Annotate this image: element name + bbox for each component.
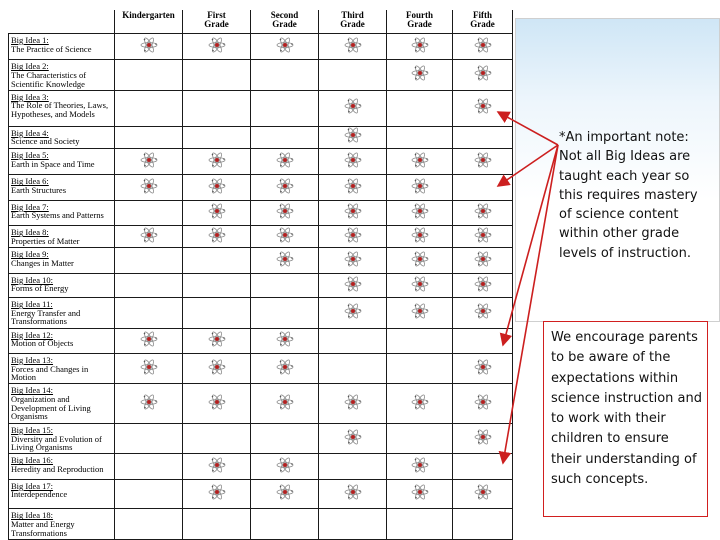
big-idea-description: Changes in Matter — [11, 258, 74, 269]
atom-icon — [276, 152, 294, 168]
grade-cell — [183, 126, 251, 148]
grade-cell — [387, 34, 453, 60]
grade-cell — [387, 175, 453, 200]
grade-cell — [319, 175, 387, 200]
grade-cell — [319, 60, 387, 90]
table-row — [9, 354, 513, 384]
atom-icon — [208, 484, 226, 500]
grade-cell — [319, 354, 387, 384]
atom-icon — [474, 251, 492, 267]
grade-cell — [387, 149, 453, 175]
grade-header: Third Grade — [319, 10, 387, 34]
grade-cell — [115, 354, 183, 384]
atom-icon — [344, 37, 362, 53]
big-idea-description: Interdependence — [11, 489, 68, 500]
grade-cell — [115, 479, 183, 509]
atom-icon — [411, 276, 429, 292]
grade-cell — [387, 298, 453, 328]
big-idea-title: Big Idea 9: — [11, 249, 49, 260]
grade-cell — [319, 90, 387, 126]
table-row — [9, 273, 513, 297]
big-idea-label — [9, 479, 115, 509]
grade-cell — [251, 90, 319, 126]
grade-cell — [115, 60, 183, 90]
grade-cell — [319, 248, 387, 273]
atom-icon — [344, 429, 362, 445]
table-row — [9, 479, 513, 509]
big-idea-description: Earth in Space and Time — [11, 158, 95, 169]
grade-cell — [251, 509, 319, 540]
big-idea-label — [9, 509, 115, 540]
grade-cell — [319, 509, 387, 540]
big-idea-title: Big Idea 14: — [11, 385, 54, 396]
grade-cell — [183, 200, 251, 225]
atom-icon — [474, 65, 492, 81]
atom-icon — [411, 65, 429, 81]
grade-cell — [115, 423, 183, 453]
big-idea-label — [9, 226, 115, 248]
atom-icon — [140, 37, 158, 53]
atom-icon — [208, 37, 226, 53]
grade-cell — [453, 34, 513, 60]
grade-cell — [183, 226, 251, 248]
atom-icon — [344, 98, 362, 114]
big-idea-description: Energy Transfer and Transformations — [11, 307, 81, 327]
grade-cell — [251, 200, 319, 225]
table-row — [9, 509, 513, 540]
atom-icon — [344, 203, 362, 219]
grade-cell — [453, 298, 513, 328]
atom-icon — [411, 227, 429, 243]
big-ideas-table — [8, 10, 513, 540]
table-row — [9, 126, 513, 148]
grade-cell — [453, 200, 513, 225]
table-row — [9, 200, 513, 225]
grade-cell — [453, 479, 513, 509]
big-idea-description: Science and Society — [11, 136, 80, 147]
atom-icon — [140, 152, 158, 168]
big-idea-label — [9, 354, 115, 384]
grade-cell — [115, 226, 183, 248]
table-row — [9, 454, 513, 479]
big-idea-title: Big Idea 10: — [11, 274, 54, 285]
atom-icon — [208, 359, 226, 375]
atom-icon — [140, 178, 158, 194]
big-idea-title: Big Idea 13: — [11, 355, 54, 366]
big-idea-label — [9, 126, 115, 148]
big-idea-title: Big Idea 17: — [11, 480, 54, 491]
grade-cell — [183, 175, 251, 200]
grade-cell — [453, 354, 513, 384]
grade-cell — [183, 423, 251, 453]
grade-header: Second Grade — [251, 10, 319, 34]
grade-cell — [453, 90, 513, 126]
grade-cell — [115, 34, 183, 60]
grade-cell — [453, 175, 513, 200]
grade-cell — [251, 423, 319, 453]
corner-cell — [9, 10, 115, 34]
grade-cell — [387, 384, 453, 424]
grade-cell — [251, 298, 319, 328]
big-idea-title: Big Idea 3: — [11, 91, 49, 102]
grade-cell — [115, 328, 183, 353]
big-idea-label — [9, 90, 115, 126]
grade-cell — [453, 328, 513, 353]
grade-cell — [183, 328, 251, 353]
grade-cell — [387, 328, 453, 353]
table-row — [9, 384, 513, 424]
grade-cell — [453, 149, 513, 175]
big-idea-description: Heredity and Reproduction — [11, 464, 104, 475]
atom-icon — [474, 484, 492, 500]
grade-cell — [115, 384, 183, 424]
atom-icon — [344, 178, 362, 194]
parents-note-text: We encourage parents to be aware of the expectations within science instruction and to work with their children to ensure their understanding of such concepts. — [551, 330, 702, 488]
big-idea-label — [9, 384, 115, 424]
grade-cell — [115, 298, 183, 328]
table-row — [9, 298, 513, 328]
table-row — [9, 423, 513, 453]
grade-cell — [115, 248, 183, 273]
grade-cell — [319, 479, 387, 509]
grade-cell — [251, 126, 319, 148]
atom-icon — [208, 152, 226, 168]
grade-cell — [115, 175, 183, 200]
atom-icon — [411, 303, 429, 319]
atom-icon — [411, 457, 429, 473]
grade-cell — [251, 384, 319, 424]
grade-cell — [251, 34, 319, 60]
atom-icon — [276, 457, 294, 473]
grade-cell — [387, 273, 453, 297]
big-idea-title: Big Idea 5: — [11, 150, 49, 161]
grade-cell — [319, 149, 387, 175]
big-idea-title: Big Idea 7: — [11, 201, 49, 212]
atom-icon — [474, 303, 492, 319]
big-idea-title: Big Idea 18: — [11, 510, 54, 521]
big-idea-title: Big Idea 1: — [11, 35, 49, 45]
big-idea-description: The Practice of Science — [11, 43, 92, 54]
grade-cell — [319, 298, 387, 328]
grade-cell — [387, 354, 453, 384]
grade-cell — [387, 509, 453, 540]
big-idea-label — [9, 298, 115, 328]
atom-icon — [276, 484, 294, 500]
grade-cell — [387, 126, 453, 148]
big-idea-label — [9, 423, 115, 453]
grade-cell — [251, 248, 319, 273]
atom-icon — [276, 203, 294, 219]
big-idea-label — [9, 60, 115, 90]
big-idea-title: Big Idea 4: — [11, 127, 49, 138]
big-idea-description: The Characteristics of Scientific Knowledge — [11, 70, 87, 89]
grade-header: Kindergarten — [115, 10, 183, 34]
big-idea-description: Diversity and Evolution of Living Organisms — [11, 433, 102, 453]
grade-cell — [115, 509, 183, 540]
grade-cell — [453, 248, 513, 273]
grade-cell — [115, 126, 183, 148]
big-idea-description: Motion of Objects — [11, 338, 74, 349]
grade-cell — [319, 384, 387, 424]
header-row — [9, 10, 513, 34]
atom-icon — [140, 331, 158, 347]
atom-icon — [344, 127, 362, 143]
atom-icon — [276, 178, 294, 194]
big-idea-description: The Role of Theories, Laws, Hypotheses, and Models — [11, 100, 109, 120]
big-idea-description: Properties of Matter — [11, 235, 80, 246]
atom-icon — [474, 152, 492, 168]
grade-cell — [251, 226, 319, 248]
grade-cell — [115, 149, 183, 175]
grade-cell — [319, 423, 387, 453]
big-idea-label — [9, 248, 115, 273]
table-row — [9, 34, 513, 60]
grade-cell — [183, 298, 251, 328]
grade-cell — [453, 454, 513, 479]
atom-icon — [276, 251, 294, 267]
grade-cell — [387, 479, 453, 509]
grade-cell — [453, 423, 513, 453]
grade-cell — [319, 126, 387, 148]
important-note-text: *An important note: Not all Big Ideas are taught each year so this requires mastery of science content within other grade levels of instruction. — [559, 130, 698, 261]
table-row — [9, 328, 513, 353]
grade-cell — [453, 60, 513, 90]
atom-icon — [208, 457, 226, 473]
grade-cell — [115, 454, 183, 479]
atom-icon — [411, 203, 429, 219]
atom-icon — [474, 227, 492, 243]
big-idea-description: Organization and Development of Living Organisms — [11, 394, 91, 422]
grade-cell — [387, 454, 453, 479]
table-row — [9, 60, 513, 90]
big-idea-description: Forms of Energy — [11, 283, 69, 294]
grade-cell — [319, 454, 387, 479]
atom-icon — [344, 484, 362, 500]
grade-cell — [183, 60, 251, 90]
grade-cell — [453, 226, 513, 248]
atom-icon — [411, 394, 429, 410]
atom-icon — [344, 303, 362, 319]
grade-cell — [453, 384, 513, 424]
atom-icon — [344, 152, 362, 168]
big-idea-label — [9, 454, 115, 479]
atom-icon — [474, 203, 492, 219]
atom-icon — [411, 251, 429, 267]
grade-cell — [115, 200, 183, 225]
grade-cell — [319, 226, 387, 248]
atom-icon — [411, 37, 429, 53]
atom-icon — [276, 227, 294, 243]
big-idea-title: Big Idea 8: — [11, 227, 49, 238]
grade-cell — [453, 126, 513, 148]
grade-cell — [319, 200, 387, 225]
grade-cell — [251, 273, 319, 297]
big-idea-label — [9, 175, 115, 200]
grade-cell — [251, 354, 319, 384]
atom-icon — [276, 359, 294, 375]
grade-cell — [251, 454, 319, 479]
table-row — [9, 90, 513, 126]
grade-cell — [251, 149, 319, 175]
grade-cell — [183, 90, 251, 126]
grade-cell — [183, 479, 251, 509]
atom-icon — [411, 484, 429, 500]
grade-cell — [183, 149, 251, 175]
table-body — [9, 34, 513, 540]
big-idea-title: Big Idea 16: — [11, 455, 54, 466]
big-idea-label — [9, 34, 115, 60]
big-idea-description: Forces and Changes in Motion — [11, 363, 89, 383]
atom-icon — [276, 331, 294, 347]
atom-icon — [276, 37, 294, 53]
big-idea-title: Big Idea 11: — [11, 299, 53, 310]
atom-icon — [344, 227, 362, 243]
grade-cell — [319, 328, 387, 353]
atom-icon — [208, 331, 226, 347]
big-idea-title: Big Idea 2: — [11, 61, 49, 72]
table-row — [9, 149, 513, 175]
grade-header: Fifth Grade — [453, 10, 513, 34]
atom-icon — [344, 276, 362, 292]
atom-icon — [208, 178, 226, 194]
grade-cell — [183, 273, 251, 297]
big-idea-title: Big Idea 12: — [11, 329, 54, 340]
atom-icon — [474, 429, 492, 445]
big-idea-label — [9, 328, 115, 353]
atom-icon — [208, 227, 226, 243]
grade-cell — [319, 34, 387, 60]
table-row — [9, 175, 513, 200]
grade-cell — [387, 60, 453, 90]
atom-icon — [208, 203, 226, 219]
grade-cell — [183, 354, 251, 384]
table-row — [9, 248, 513, 273]
grade-cell — [115, 273, 183, 297]
atom-icon — [474, 37, 492, 53]
atom-icon — [474, 394, 492, 410]
grade-cell — [183, 34, 251, 60]
big-idea-description: Matter and Energy Transformations — [11, 519, 75, 538]
grade-cell — [251, 479, 319, 509]
grade-cell — [183, 454, 251, 479]
big-idea-label — [9, 273, 115, 297]
grade-cell — [183, 509, 251, 540]
big-idea-title: Big Idea 6: — [11, 176, 49, 187]
grade-cell — [183, 248, 251, 273]
grade-cell — [387, 226, 453, 248]
atom-icon — [140, 227, 158, 243]
grade-cell — [387, 200, 453, 225]
atom-icon — [140, 359, 158, 375]
big-idea-description: Earth Systems and Patterns — [11, 210, 104, 221]
atom-icon — [474, 359, 492, 375]
grade-cell — [319, 273, 387, 297]
grade-header: First Grade — [183, 10, 251, 34]
grade-cell — [453, 509, 513, 540]
atom-icon — [411, 178, 429, 194]
atom-icon — [411, 152, 429, 168]
atom-icon — [208, 394, 226, 410]
atom-icon — [344, 394, 362, 410]
grade-cell — [387, 90, 453, 126]
grade-cell — [183, 384, 251, 424]
atom-icon — [474, 98, 492, 114]
atom-icon — [140, 394, 158, 410]
grade-cell — [387, 248, 453, 273]
grade-cell — [251, 328, 319, 353]
big-idea-label — [9, 149, 115, 175]
big-idea-label — [9, 200, 115, 225]
table-row — [9, 226, 513, 248]
grade-cell — [251, 175, 319, 200]
atom-icon — [344, 251, 362, 267]
grade-cell — [251, 60, 319, 90]
grade-cell — [115, 90, 183, 126]
atom-icon — [276, 394, 294, 410]
grade-cell — [453, 273, 513, 297]
grade-cell — [387, 423, 453, 453]
big-idea-title: Big Idea 15: — [11, 424, 54, 435]
big-idea-description: Earth Structures — [11, 185, 66, 196]
atom-icon — [474, 276, 492, 292]
grade-header: Fourth Grade — [387, 10, 453, 34]
